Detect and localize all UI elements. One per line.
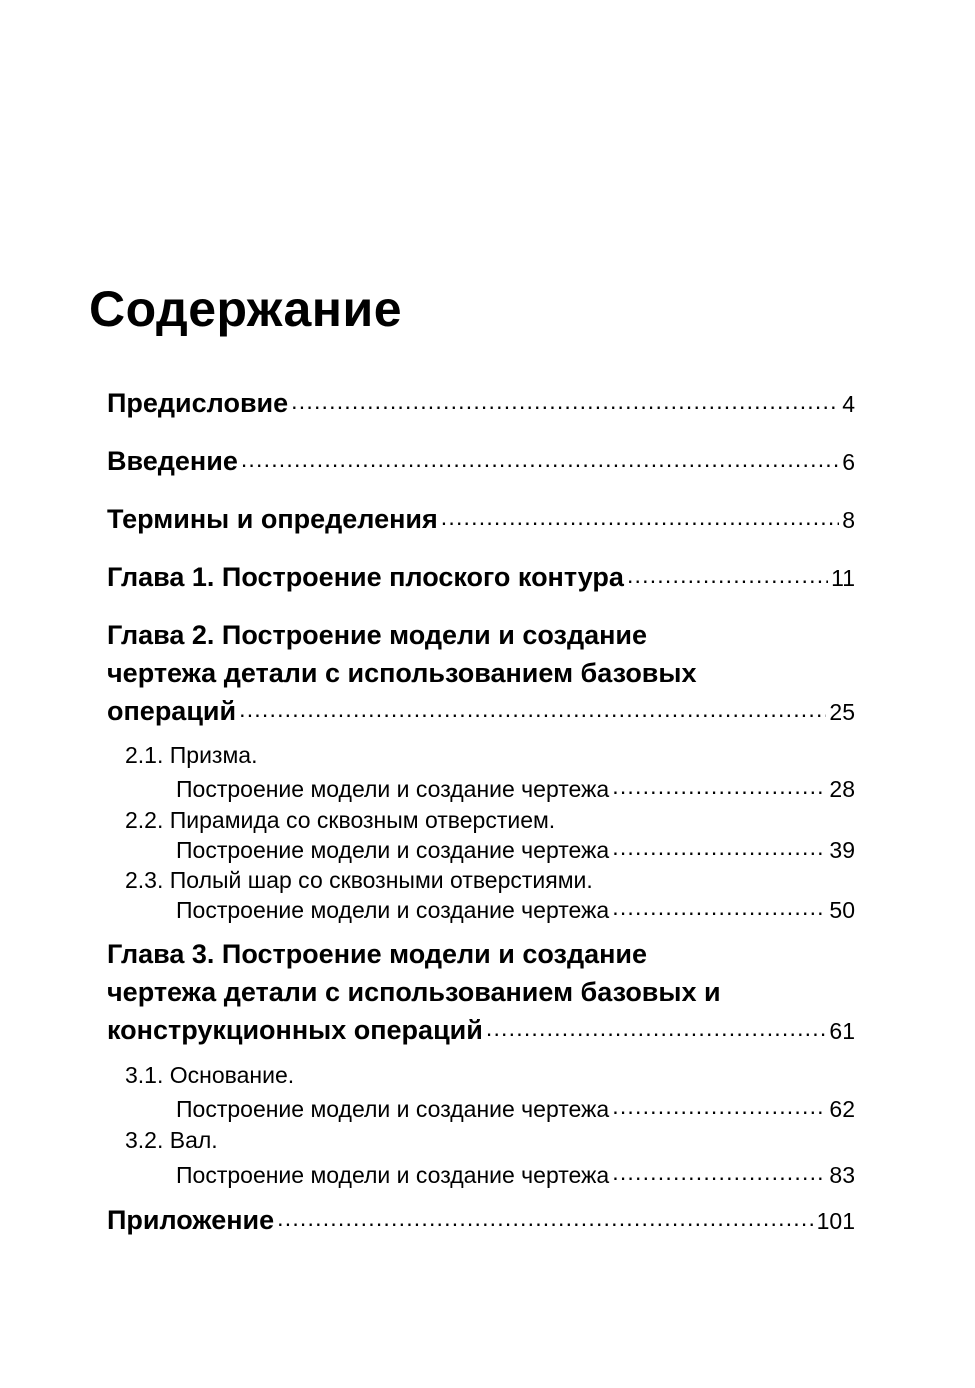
subentry-heading: 3.2. Вал. <box>125 1127 218 1153</box>
entry-page: 61 <box>829 1018 855 1044</box>
subentry-page: 39 <box>829 837 855 863</box>
dot-leader <box>612 774 826 797</box>
entry-label: Предисловие <box>107 388 289 418</box>
entry-label-line-1: Глава 3. Построение модели и создание <box>107 939 648 969</box>
entry-label-line-3: конструкционных операций <box>107 1015 483 1045</box>
dot-leader <box>612 835 826 858</box>
toc-entry-intro[interactable] <box>107 446 855 477</box>
dot-leader <box>239 697 826 720</box>
entry-page: 6 <box>842 449 855 475</box>
page-title: Содержание <box>89 281 403 337</box>
dot-leader <box>441 505 839 528</box>
subentry-heading: 3.1. Основание. <box>125 1062 295 1088</box>
toc-entry-preface[interactable] <box>107 388 855 419</box>
entry-page: 101 <box>816 1208 855 1234</box>
entry-label: Приложение <box>107 1205 275 1235</box>
entry-label-line-1: Глава 2. Построение модели и создание <box>107 620 648 650</box>
toc-entry-chapter-3[interactable] <box>107 939 855 1046</box>
toc-entry-terms[interactable] <box>107 504 855 535</box>
toc-subentry-3-2[interactable] <box>125 1127 855 1189</box>
dot-leader <box>612 1160 826 1183</box>
entry-label: Термины и определения <box>107 504 438 534</box>
dot-leader <box>612 895 826 918</box>
entry-page: 25 <box>829 699 855 725</box>
entry-label-line-2: чертежа детали с использованием базовых и <box>107 977 721 1007</box>
subentry-label: Построение модели и создание чертежа <box>176 1162 610 1188</box>
entry-label: Глава 1. Построение плоского контура <box>107 562 624 592</box>
entry-page: 11 <box>831 565 855 591</box>
entry-label-line-2: чертежа детали с использованием базовых <box>107 658 697 688</box>
dot-leader <box>277 1206 813 1229</box>
toc-subentry-2-1[interactable] <box>125 742 855 803</box>
subentry-label: Построение модели и создание чертежа <box>176 837 610 863</box>
dot-leader <box>486 1016 827 1039</box>
entry-label-line-3: операций <box>107 696 237 726</box>
dot-leader <box>627 563 828 586</box>
toc-subentry-3-1[interactable] <box>125 1062 855 1123</box>
subentry-heading: 2.3. Полый шар со сквозными отверстиями. <box>125 867 593 893</box>
subentry-page: 50 <box>829 897 855 923</box>
entry-label: Введение <box>107 446 238 476</box>
subentry-page: 62 <box>829 1096 855 1122</box>
toc-entry-appendix[interactable] <box>107 1205 855 1236</box>
subentry-heading: 2.1. Призма. <box>125 742 258 768</box>
subentry-label: Построение модели и создание чертежа <box>176 1096 610 1122</box>
subentry-page: 28 <box>829 776 855 802</box>
toc-subentry-2-2[interactable] <box>125 807 855 864</box>
subentry-heading: 2.2. Пирамида со сквозным отверстием. <box>125 807 556 833</box>
toc-entry-chapter-1[interactable] <box>107 562 855 593</box>
toc-entry-chapter-2[interactable] <box>107 620 855 727</box>
subentry-label: Построение модели и создание чертежа <box>176 897 610 923</box>
entry-page: 4 <box>842 391 855 417</box>
subentry-page: 83 <box>829 1162 855 1188</box>
entry-page: 8 <box>842 507 855 533</box>
toc-subentry-2-3[interactable] <box>125 867 855 924</box>
dot-leader <box>291 389 839 412</box>
subentry-label: Построение модели и создание чертежа <box>176 776 610 802</box>
dot-leader <box>241 447 839 470</box>
dot-leader <box>612 1094 826 1117</box>
